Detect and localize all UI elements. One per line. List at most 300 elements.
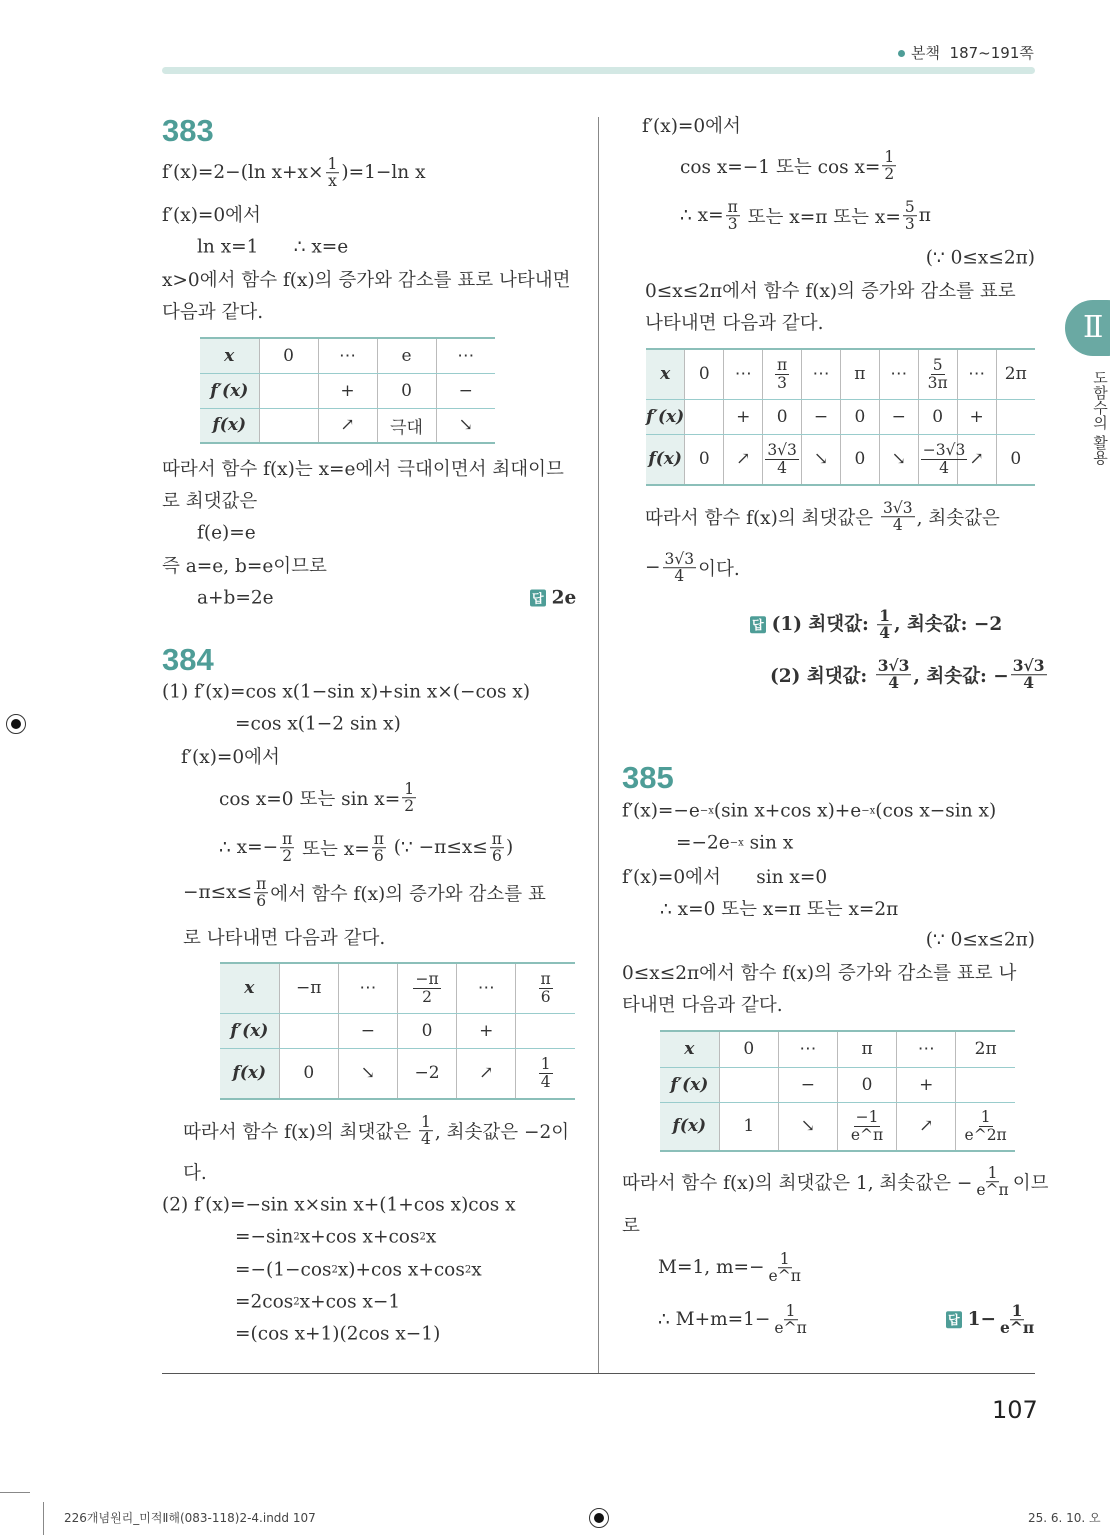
table-cell [778,1031,837,1067]
text-segment: + [479,1020,494,1041]
table-cell [763,349,802,399]
text-segment: sin x [743,832,794,854]
table-cell [957,349,996,399]
solution-line [645,277,1016,303]
bottom-divider [162,1373,1035,1374]
text-segment: f′(x)=0에서 [162,205,261,226]
solution-line [197,523,256,544]
table-cell [516,1048,575,1099]
solution-line [658,1251,805,1285]
denominator: 3 [777,373,788,392]
solution-line [162,201,261,227]
text-segment: a+b=2e [197,587,274,609]
denominator: 4 [879,623,891,643]
table-row [200,408,495,443]
denominator: 3 [727,215,738,234]
text-segment: f′(x)=0에서 sin x=0 [622,867,828,888]
table-cell [956,1102,1015,1151]
text-segment: ↘ [891,449,906,470]
table-cell [879,399,918,434]
table-cell [436,373,495,408]
text-segment: π [861,1039,873,1060]
solution-line [680,199,931,233]
text-segment: ⋯ [477,978,495,999]
text-segment: ↘ [458,415,473,436]
solution-line [622,1212,640,1238]
denominator: 4 [939,458,949,477]
text-segment: =cos x(1−2 sin x) [235,713,401,735]
text-segment: ⋯ [457,345,475,366]
bullet-icon [898,50,905,57]
text-segment: f(x) [672,1116,707,1137]
table-cell [802,399,841,434]
solution-line [162,487,257,513]
table-cell [918,434,966,485]
fraction [849,1109,885,1143]
superscript: −x [729,837,744,849]
page-number: 107 [992,1396,1038,1424]
text-segment: (∵ −π≤x≤ [387,837,488,859]
solution-line [197,237,348,258]
answer-value [968,1303,1039,1337]
text-segment: ⋯ [734,364,752,385]
answer-value [772,608,1003,642]
text-segment: ⋯ [968,364,986,385]
solution-line [660,895,898,921]
text-segment: 0≤x≤2π에서 함수 f(x)의 증가와 감소를 표로 나 [622,963,1017,984]
fraction [772,1303,808,1337]
text-segment: 1− [967,1309,996,1330]
fraction [1011,658,1047,692]
table-cell [377,408,436,443]
table-cell [338,1048,397,1099]
denominator: 3 [904,215,915,234]
text-segment: , 최솟값은 [916,508,1000,529]
superscript: −x [861,805,876,817]
table-cell [837,1031,896,1067]
text-segment: 0 [776,406,788,427]
table-cell [918,349,957,399]
superscript: 2 [464,1264,472,1276]
solution-line [181,743,280,769]
answer-icon: 답 [532,591,544,606]
text-segment: 0 [1010,449,1022,470]
solution-line [219,781,418,815]
fraction [765,442,799,476]
variation-table-384-1 [220,962,575,1100]
denominator: 2 [884,165,895,184]
table-cell [897,1102,956,1151]
numerator: −1 [855,1108,879,1127]
text-segment: cos x=0 또는 sin x= [219,789,401,810]
text-segment: 2π [974,1039,997,1060]
text-segment: 또는 x=π 또는 x= [741,207,901,228]
footer-date: 25. 6. 10. 오 [1028,1511,1101,1525]
fraction [775,357,789,391]
superscript: 2 [419,1231,426,1243]
text-segment: =2cos [235,1291,294,1313]
table-cell [685,399,724,434]
header-pages: 187~191쪽 [949,44,1034,62]
fraction [280,831,294,865]
crop-mark [43,1502,44,1535]
numerator: 1 [420,1113,431,1132]
solution-line [680,149,898,183]
text-segment: 극대 [390,417,423,438]
text-segment: 따라서 함수 f(x)의 최댓값은 1, 최솟값은 − [622,1173,973,1194]
text-segment: 1 [743,1116,755,1137]
solution-line [642,112,741,138]
text-segment: 에서 함수 f(x)의 증가와 감소를 표 [270,884,546,905]
fraction [882,149,896,183]
text-segment: ∴ x=0 또는 x=π 또는 x=2π [660,899,899,920]
table-cell [802,434,841,485]
solution-line [926,930,1035,951]
table-cell [685,349,724,399]
text-segment: =−2e [676,832,730,854]
text-segment: x [224,345,235,366]
table-cell [724,434,763,485]
row-header [646,349,685,399]
numerator: 1 [1011,1301,1023,1321]
text-segment: 로 최댓값은 [162,491,258,512]
text-segment: ↗ [919,1116,934,1137]
superscript: 2 [293,1231,300,1243]
fraction [413,971,440,1005]
table-cell [956,1067,1015,1102]
text-segment: f(e)=e [197,522,256,544]
text-segment: ∴ x= [680,205,724,227]
text-segment: + [969,406,984,427]
solution-line [162,682,530,703]
text-segment: 0 [698,449,710,470]
numerator: 1 [879,606,891,626]
row-header [220,1048,279,1099]
denominator: e^π [850,1125,884,1144]
text-segment: − [360,1020,376,1041]
numerator: 3√3 [767,441,797,460]
text-segment: 0 [698,364,710,385]
numerator: 3√3 [882,499,913,518]
fraction [254,876,268,910]
table-cell [436,338,495,373]
denominator: 4 [674,567,685,586]
numerator: 1 [540,1055,551,1074]
fraction [539,1056,553,1090]
row-header [660,1067,719,1102]
table-cell [837,1102,896,1151]
solution-line [622,959,1016,985]
text-segment: π [854,364,866,385]
table-cell [778,1067,837,1102]
denominator: 4 [888,673,899,693]
solution-line [183,1159,207,1185]
denominator: 6 [373,847,384,866]
row-header [646,434,685,485]
text-segment: 0 [854,406,866,427]
chapter-tab[interactable]: Ⅱ [1065,300,1110,356]
text-segment: ∴ x=− [219,837,279,859]
text-segment: ↗ [479,1063,494,1084]
text-segment: ⋯ [359,978,377,999]
table-cell [436,408,495,443]
text-segment: x [244,978,255,999]
text-segment: =−(1−cos [235,1259,332,1281]
chapter-title: 도함수의 활용 [1091,370,1109,465]
text-segment: 따라서 함수 f(x)의 최댓값은 [645,508,879,529]
table-cell [879,349,918,399]
table-cell [840,399,879,434]
header-reference [898,42,1034,63]
text-segment: ↘ [800,1116,816,1137]
text-segment: − [800,1074,816,1095]
table-cell [516,1013,575,1048]
text-segment: 0 [401,380,412,401]
numerator: 3√3 [1012,656,1045,676]
table-cell [318,408,377,443]
denominator: 6 [256,892,267,911]
row-header [220,1013,279,1048]
table-cell [719,1102,778,1151]
table-cell [259,373,318,408]
denominator: 6 [491,847,502,866]
solution-line [622,1165,1048,1199]
table-cell [397,1013,456,1048]
table-row [200,338,495,373]
fraction [767,1251,803,1285]
superscript: 2 [293,1296,300,1308]
table-cell [457,963,516,1013]
text-segment: 따라서 함수 f(x)는 x=e에서 극대이면서 최대이므 [162,459,564,480]
table-cell [397,1048,456,1099]
numerator: 1 [785,1302,796,1321]
solution-line [235,1227,436,1248]
column-divider [598,117,599,1373]
denominator: e^π [976,1181,1009,1200]
table-row [220,963,575,1013]
text-segment: M=1, m=− [658,1257,765,1279]
solution-line [622,863,827,889]
numerator: 5 [904,198,915,217]
fraction [539,971,553,1005]
variation-table-385 [660,1030,1015,1152]
numerator: 1 [980,1108,991,1127]
table-cell [802,349,841,399]
table-cell [318,338,377,373]
text-segment: cos x=−1 또는 cos x= [680,157,881,178]
table-cell [318,373,377,408]
text-segment: e [401,345,412,366]
row-header [200,408,259,443]
header-label: 본책 [911,44,940,62]
text-segment: ⋯ [799,1039,817,1060]
text-segment: (2) 최댓값: [770,666,874,687]
denominator: 4 [1023,673,1035,693]
solution-line [183,924,385,950]
table-cell [377,338,436,373]
solution-line [197,588,274,609]
solution-line [235,1292,400,1313]
table-row [646,434,1035,485]
text-segment: 0 [283,345,294,366]
problem-385-title: 385 [622,760,674,795]
problem-383-title: 383 [162,113,214,148]
table-cell [763,399,802,434]
answer-value: 2e [551,587,577,609]
row-header [200,373,259,408]
text-segment: =(cos x+1)(2cos x−1) [235,1323,441,1345]
text-segment: −π [296,978,322,999]
table-cell [279,963,338,1013]
text-segment: ↗ [736,449,751,470]
numerator: 1 [404,780,415,799]
text-segment: 다. [183,1163,207,1184]
crop-mark [0,1492,30,1493]
text-segment: 로 [622,1216,640,1237]
solution-line [162,156,426,190]
solution-line [676,833,793,854]
superscript: −x [699,805,714,817]
solution-line [235,1324,440,1345]
text-segment: 즉 a=e, b=e이므로 [162,556,327,577]
text-segment: 0≤x≤2π에서 함수 f(x)의 증가와 감소를 표로 [645,281,1016,302]
variation-table-384-2 [646,348,1035,486]
solution-line [162,1195,516,1216]
table-cell [724,349,763,399]
text-segment: f′(x) [670,1074,709,1095]
text-segment: f(x) [648,449,682,470]
fraction [663,551,697,585]
row-header [200,338,259,373]
text-segment: (cos x−sin x) [875,800,997,822]
numerator: π [282,830,293,849]
text-segment: ⋯ [917,1039,935,1060]
text-segment: −π≤x≤ [183,882,253,904]
text-segment: 0 [854,449,866,470]
fraction [998,1303,1036,1337]
fraction [876,658,912,692]
text-segment: 0 [743,1039,755,1060]
solution-line [183,1114,569,1148]
text-segment: f(x) [232,1063,267,1084]
denominator: x [328,172,337,191]
registration-mark-icon [589,1508,609,1528]
numerator: 1 [884,148,895,167]
table-cell [516,963,575,1013]
text-segment: f′(x) [230,1020,269,1041]
table-cell [259,408,318,443]
table-cell [457,1048,516,1099]
table-row [660,1102,1015,1151]
table-row [660,1031,1015,1067]
text-segment: 이다. [698,559,740,580]
table-cell [837,1067,896,1102]
denominator: 3π [927,373,948,392]
solution-line [162,298,263,324]
solution-line [219,831,513,865]
numerator: 1 [779,1250,790,1269]
numerator: π [491,830,502,849]
text-segment: (2) f′(x)=−sin x×sin x+(1+cos x)cos x [162,1194,516,1216]
text-segment: , 최솟값: −2 [894,614,1003,635]
text-segment: 또는 x= [296,839,370,860]
text-segment: 다음과 같다. [162,302,264,323]
text-segment: f′(x)=0에서 [642,116,741,137]
row-header [220,963,279,1013]
text-segment: f′(x) [210,380,249,401]
fraction [921,442,968,476]
table-cell [338,963,397,1013]
table-cell [338,1013,397,1048]
numerator: π [540,970,551,989]
numerator: 3√3 [664,550,695,569]
text-segment: − [891,406,906,427]
denominator: e^π [774,1319,807,1338]
answer-385 [946,1303,1038,1337]
text-segment: 이므 [1012,1173,1049,1194]
text-segment: 타내면 다음과 같다. [622,995,783,1016]
solution-line [622,801,996,822]
text-segment: f(x) [212,415,247,436]
denominator: e^2π [964,1125,1007,1144]
denominator: 4 [540,1072,551,1091]
row-header [660,1031,719,1067]
text-segment: x>0에서 함수 f(x)의 증가와 감소를 표로 나타내면 [162,270,571,291]
fraction [372,831,386,865]
table-cell [279,1048,338,1099]
answer-384-1 [750,608,1002,642]
text-segment: − [813,406,829,427]
text-segment: , 최솟값: − [913,666,1009,687]
row-header [646,399,685,434]
denominator: 2 [422,987,432,1006]
fraction [726,199,740,233]
denominator: 4 [777,458,788,477]
table-row [646,349,1035,399]
text-segment: ∴ M+m=1− [658,1309,771,1331]
numerator: 3√3 [877,656,910,676]
table-cell [996,399,1035,434]
row-header [660,1102,719,1151]
table-cell [840,434,879,485]
numerator: π [727,198,738,217]
text-segment: (1) 최댓값: [771,614,876,635]
numerator: π [777,356,788,375]
text-segment: + [736,406,751,427]
text-segment: ↗ [340,415,355,436]
table-cell [897,1067,956,1102]
text-segment: , 최솟값은 −2이 [434,1122,570,1143]
text-segment: f′(x)=2−(ln x+x× [162,162,324,184]
table-cell [956,1031,1015,1067]
text-segment: − [645,557,661,579]
answer-icon: 답 [948,1313,960,1328]
text-segment: x [425,1226,437,1248]
table-row [200,373,495,408]
text-segment: ⋯ [339,345,356,366]
text-segment: ↗ [969,449,984,470]
solution-line [645,551,740,585]
answer-384-2 [770,658,1049,692]
denominator: e^π [999,1318,1035,1338]
text-segment: 0 [861,1074,873,1095]
text-segment: x [471,1259,482,1281]
table-cell [279,1013,338,1048]
numerator: 1 [987,1164,998,1183]
text-segment: 나타내면 다음과 같다. [645,313,824,334]
table-cell [719,1031,778,1067]
text-segment: ⋯ [890,364,908,385]
